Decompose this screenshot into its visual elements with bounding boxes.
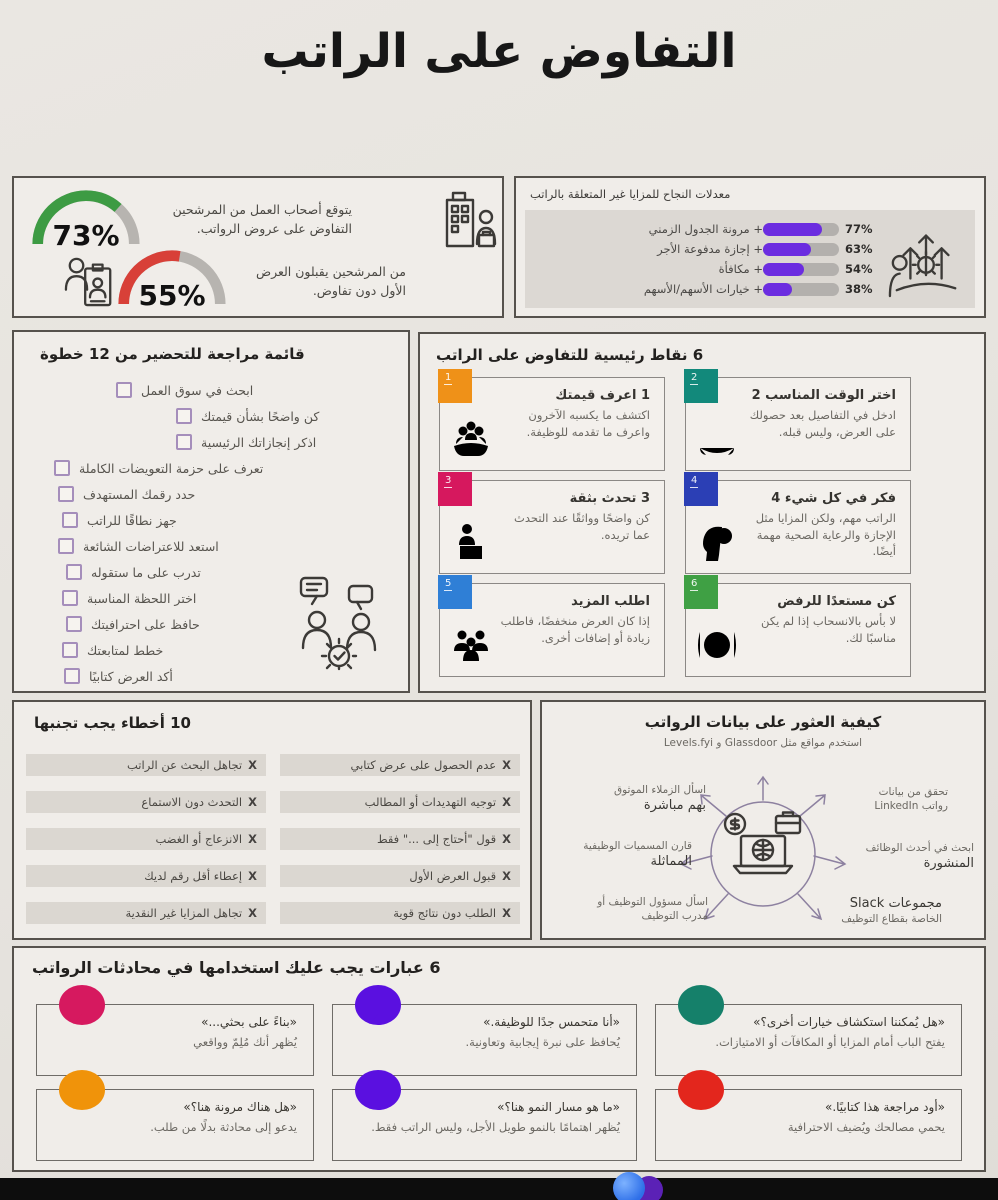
keypoint-5-body: إذا كان العرض منخفضًا، فاطلب زيادة أو إضافات أخرى. (500, 614, 650, 645)
mistake-item: Xعدم الحصول على عرض كتابي (280, 754, 520, 776)
phrases-panel (12, 946, 986, 1172)
keypoint-card-3 (439, 475, 665, 574)
phrase-quote: «بناءً على بحثي...» (201, 1015, 297, 1029)
checkbox (116, 382, 132, 398)
checklist-label: خطط لمتابعتك (87, 642, 164, 658)
phrase-desc: يُظهر أنك مُلِمّ وواقعي (193, 1035, 297, 1049)
benefits-title: معدلات النجاح للمزايا غير المتعلقة بالراتب (530, 187, 731, 201)
benefit-label: + خيارات الأسهم/الأسهم (643, 282, 763, 296)
checkbox (64, 668, 80, 684)
group-in-hand-icon (448, 416, 494, 462)
page-title: التفاوض على الراتب (261, 24, 737, 79)
spoke-job-postings: ابحث في أحدث الوظائف المنشورة (865, 842, 974, 871)
keypoint-6-title: كن مستعدًا للرفض (777, 594, 896, 609)
mistake-item: Xتجاهل المزايا غير النقدية (26, 902, 266, 924)
keypoint-3-title: 3 تحدث بثقة (569, 491, 650, 506)
benefit-value: 77% (845, 222, 873, 236)
checkbox (62, 590, 78, 606)
phrases-grid (36, 1004, 962, 1161)
phrase-card (655, 1004, 962, 1076)
keypoint-2-badge: 2 (684, 369, 718, 403)
speech-bubble-icon (59, 1070, 105, 1110)
checklist-row (116, 379, 394, 401)
keypoint-1-badge: 1 (438, 369, 472, 403)
gauge-55 (116, 248, 228, 310)
salary-data-diagram (542, 754, 984, 938)
benefit-row (535, 242, 881, 256)
checkbox (58, 486, 74, 502)
phrase-card (36, 1004, 314, 1076)
keypoint-4-body: الراتب مهم، ولكن المزايا مثل الإجازة والرعاية الصحية مهمة أيضًا. (755, 511, 896, 559)
checklist-label: اذكر إنجازاتك الرئيسية (201, 434, 317, 450)
keypoints-title: 6 نقاط رئيسية للتفاوض على الراتب (436, 346, 704, 364)
phrase-desc: يفتح الباب أمام المزايا أو المكافآت أو الامتيازات. (715, 1035, 945, 1049)
checklist-label: حافظ على احترافيتك (91, 616, 200, 632)
speech-bubble-icon (678, 985, 724, 1025)
checklist-label: كن واضحًا بشأن قيمتك (201, 408, 320, 424)
checklist-label: جهز نطاقًا للراتب (87, 512, 177, 528)
phrase-desc: يحمي مصالحك ويُضيف الاحترافية (787, 1120, 945, 1134)
speech-bubble-icon (678, 1070, 724, 1110)
checklist-row (54, 457, 394, 479)
keypoint-1-title: 1 اعرف قيمتك (555, 388, 650, 403)
benefits-chart (525, 210, 975, 308)
checkbox (62, 512, 78, 528)
spoke-linkedin: تحقق من بيانات رواتب LinkedIn (874, 786, 948, 812)
phrase-quote: «أنا متحمس جدًا للوظيفة.» (483, 1015, 620, 1029)
checkbox (66, 564, 82, 580)
benefit-bar (763, 283, 839, 296)
keypoints-grid (439, 372, 911, 677)
checklist-row (58, 535, 394, 557)
keypoint-card-6 (685, 578, 911, 677)
benefit-value: 63% (845, 242, 873, 256)
keypoint-4-badge: 4 (684, 472, 718, 506)
checklist-label: حدد رقمك المستهدف (83, 486, 196, 502)
phrase-card (332, 1004, 637, 1076)
benefit-bar (763, 223, 839, 236)
growth-arrows-icon (887, 216, 965, 302)
mistake-item: Xالطلب دون نتائج قوية (280, 902, 520, 924)
app-logo-icon (613, 1172, 673, 1200)
head-magnifier-icon (694, 519, 740, 565)
negotiation-talk-icon (288, 564, 390, 672)
speech-bubble-icon (355, 985, 401, 1025)
people-group-icon (448, 622, 494, 668)
gauge-73 (30, 188, 142, 250)
footer-bar (0, 1178, 998, 1200)
phrase-quote: «أود مراجعة هذا كتابيًا.» (824, 1100, 945, 1114)
phrase-quote: «هل يُمكننا استكشاف خيارات أخرى؟» (753, 1015, 945, 1029)
checklist-panel (12, 330, 410, 693)
benefits-panel (514, 176, 986, 318)
checklist-row (58, 483, 394, 505)
checklist-row (62, 509, 394, 531)
phrase-card (36, 1089, 314, 1161)
checkbox (176, 408, 192, 424)
mistake-item: Xإعطاء أقل رقم لديك (26, 865, 266, 887)
salary-data-subtitle: استخدم مواقع مثل Glassdoor و Levels.fyi (663, 737, 863, 749)
phrase-quote: «ما هو مسار النمو هنا؟» (497, 1100, 620, 1114)
mistakes-title: 10 أخطاء يجب تجنبها (34, 714, 191, 732)
gauge-55-caption: من المرشحين يقبلون العرض الأول دون تفاوض. (255, 264, 406, 299)
checklist-label: أكد العرض كتابيًا (89, 668, 173, 684)
keypoint-2-body: ادخل في التفاصيل بعد حصولك على العرض، وليس قبله. (749, 408, 896, 439)
benefit-row (535, 222, 881, 236)
gauge-55-value: 55% (138, 279, 206, 312)
keypoint-1-body: اكتشف ما يكسبه الآخرون واعرف ما تقدمه للوظيفة. (526, 408, 650, 439)
candidate-clipboard-icon (64, 252, 116, 310)
mistake-item: Xقول "أحتاج إلى ..." فقط (280, 828, 520, 850)
checklist-label: تدرب على ما ستقوله (91, 564, 201, 580)
benefit-row (535, 262, 881, 276)
mistakes-grid (26, 754, 520, 924)
employer-building-icon (438, 190, 504, 252)
spoke-slack-groups: مجموعات Slack الخاصة بقطاع التوظيف (841, 896, 942, 925)
benefit-value: 38% (845, 282, 873, 296)
hourglass-hand-icon (694, 416, 740, 462)
phrase-card (332, 1089, 637, 1161)
checkbox (62, 642, 78, 658)
speech-bubble-icon (355, 1070, 401, 1110)
mistakes-panel (12, 700, 532, 940)
benefit-bar (763, 263, 839, 276)
phrase-desc: يُحافظ على نبرة إيجابية وتعاونية. (465, 1035, 620, 1049)
checkbox (66, 616, 82, 632)
keypoint-4-title: فكر في كل شيء 4 (771, 491, 896, 506)
keypoint-card-2 (685, 372, 911, 471)
x-circle-icon (694, 622, 740, 668)
spoke-colleagues: اسأل الزملاء الموثوق بهم مباشرة (613, 784, 706, 813)
phrase-desc: يدعو إلى محادثة بدلًا من طلب. (150, 1120, 297, 1134)
checkbox (176, 434, 192, 450)
checklist-label: اختر اللحظة المناسبة (87, 590, 197, 606)
checklist-label: استعد للاعتراضات الشائعة (83, 538, 219, 554)
benefit-label: + مكافأة (718, 262, 763, 276)
keypoint-3-body: كن واضحًا وواثقًا عند التحدث عما تريده. (514, 511, 650, 542)
checklist-label: تعرف على حزمة التعويضات الكاملة (79, 460, 264, 476)
salary-data-title: كيفية العثور على بيانات الرواتب (644, 713, 882, 731)
benefit-bar (763, 243, 839, 256)
keypoint-5-title: اطلب المزيد (571, 594, 650, 609)
phrases-title: 6 عبارات يجب عليك استخدامها في محادثات الرواتب (32, 958, 441, 977)
mistake-item: Xالتحدث دون الاستماع (26, 791, 266, 813)
speech-bubble-icon (59, 985, 105, 1025)
gauge-73-caption: يتوقع أصحاب العمل من المرشحين التفاوض على عروض الرواتب. (172, 202, 352, 237)
keypoint-card-5 (439, 578, 665, 677)
phrase-card (655, 1089, 962, 1161)
mistake-item: Xقبول العرض الأول (280, 865, 520, 887)
salary-data-panel (540, 700, 986, 940)
checklist-title: قائمة مراجعة للتحضير من 12 خطوة (40, 345, 305, 363)
confident-speaker-icon (448, 519, 494, 565)
checklist-row (176, 405, 394, 427)
mistake-item: Xتوجيه التهديدات أو المطالب (280, 791, 520, 813)
checkbox (58, 538, 74, 554)
benefit-value: 54% (845, 262, 873, 276)
checklist-row (176, 431, 394, 453)
mistake-item: Xتجاهل البحث عن الراتب (26, 754, 266, 776)
phrase-quote: «هل هناك مرونة هنا؟» (183, 1100, 297, 1114)
benefit-label: + إجازة مدفوعة الأجر (657, 242, 763, 256)
keypoint-6-badge: 6 (684, 575, 718, 609)
keypoint-6-body: لا بأس بالانسحاب إذا لم يكن مناسبًا لك. (760, 614, 896, 645)
keypoint-3-badge: 3 (438, 472, 472, 506)
phrase-desc: يُظهر اهتمامًا بالنمو طويل الأجل، وليس الراتب فقط. (371, 1120, 620, 1134)
stats-panel (12, 176, 504, 318)
spoke-recruiter: اسأل مسؤول التوظيف أو مدرب التوظيف (597, 896, 708, 922)
benefit-row (535, 282, 881, 296)
keypoint-2-title: اختر الوقت المناسب 2 (751, 388, 896, 403)
checkbox (54, 460, 70, 476)
gauge-73-value: 73% (52, 219, 120, 252)
keypoints-panel (418, 332, 986, 693)
spoke-similar-titles: قارن المسميات الوظيفية المماثلة (583, 840, 692, 869)
mistake-item: Xالانزعاج أو الغضب (26, 828, 266, 850)
keypoint-5-badge: 5 (438, 575, 472, 609)
benefit-label: + مرونة الجدول الزمني (648, 222, 763, 236)
checklist-label: ابحث في سوق العمل (141, 382, 254, 398)
keypoint-card-4 (685, 475, 911, 574)
keypoint-card-1 (439, 372, 665, 471)
